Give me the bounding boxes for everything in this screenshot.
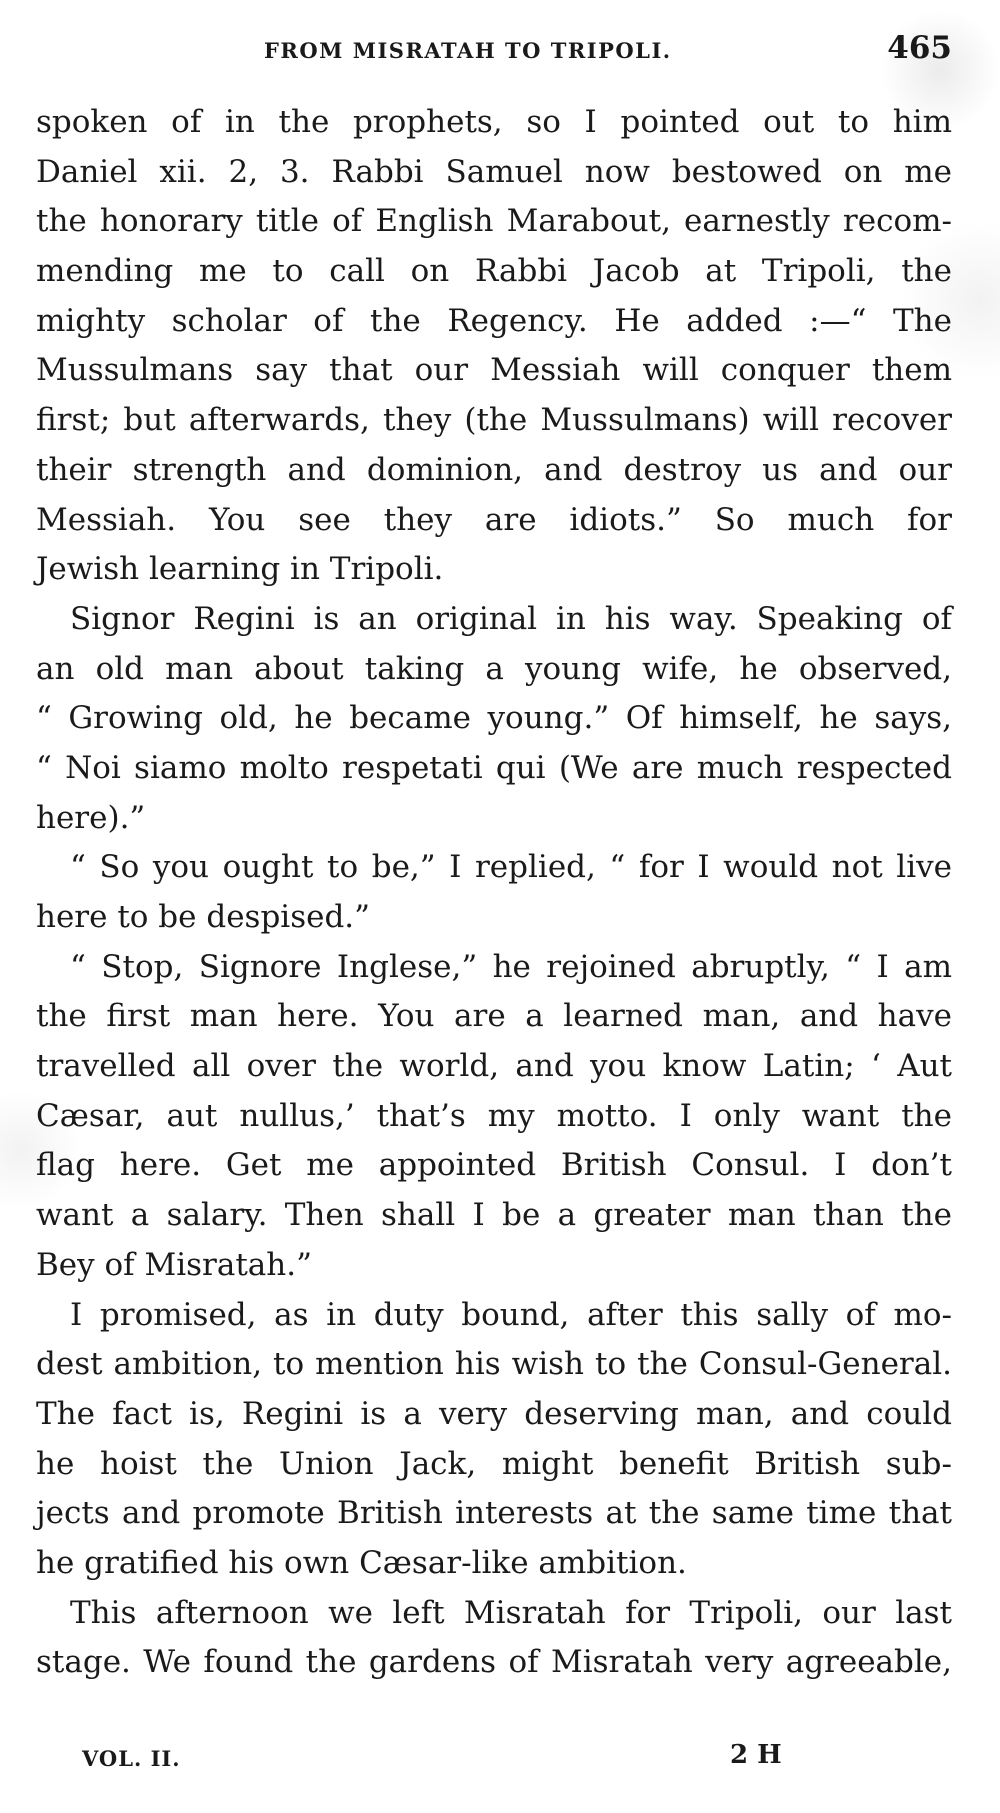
text-line: their strength and dominion, and destroy us and our [36,451,952,488]
text-line: the honorary title of English Marabout, earnestly recom- [36,203,952,240]
text-line: an old man about taking a young wife, he observed, [36,650,952,687]
text-line: jects and promote British interests at the same time that [36,1495,952,1532]
text-line: here).” [36,799,146,836]
running-title: FROM MISRATAH TO TRIPOLI. [264,38,672,63]
text-line: the first man here. You are a learned man, and have [36,998,952,1035]
text-line: want a salary. Then shall I be a greater man than the [36,1197,952,1234]
text-line: he hoist the Union Jack, might benefit British sub- [36,1445,952,1482]
signature-mark: 2 H [730,1740,782,1770]
text-line: spoken of in the prophets, so I pointed out to him [36,104,952,140]
text-line: mending me to call on Rabbi Jacob at Tripoli, the [36,253,952,290]
text-line: stage. We found the gardens of Misratah very agreeable, [36,1644,952,1681]
text-line: travelled all over the world, and you know Latin; ‘ Aut [36,1048,952,1085]
body-text [36,98,952,1688]
text-line: “ Growing old, he became young.” Of himself, he says, [36,700,952,737]
text-line: “ Noi siamo molto respetati qui (We are much respected [36,749,952,786]
text-line: Mussulmans say that our Messiah will conquer them [36,352,952,389]
text-line: here to be despised.” [36,899,371,935]
text-line: flag here. Get me appointed British Consul. I don’t [36,1147,952,1184]
text-line: The fact is, Regini is a very deserving man, and could [36,1395,952,1432]
text-line: he gratified his own Cæsar-like ambition. [36,1544,687,1581]
text-line: Daniel xii. 2, 3. Rabbi Samuel now bestowed on me [36,153,952,190]
page-footer [36,1740,952,1780]
text-line: Jewish learning in Tripoli. [36,551,444,588]
text-line: I promised, as in duty bound, after this sally of mo- [70,1296,952,1333]
page-number: 465 [887,30,952,66]
text-line: first; but afterwards, they (the Mussulmans) will recover [36,402,952,439]
text-line: Messiah. You see they are idiots.” So much for [36,501,952,538]
text-line: Cæsar, aut nullus,’ that’s my motto. I only want the [36,1097,952,1134]
text-line: This afternoon we left Misratah for Tripoli, our last [70,1594,952,1631]
text-line: “ So you ought to be,” I replied, “ for I would not live [70,849,952,886]
volume-label: VOL. II. [82,1746,181,1771]
text-line: dest ambition, to mention his wish to the Consul-General. [36,1346,952,1383]
text-line: Signor Regini is an original in his way. Speaking of [70,600,952,637]
text-line: mighty scholar of the Regency. He added :—“ The [36,302,952,339]
text-line: Bey of Misratah.” [36,1246,312,1283]
text-line: “ Stop, Signore Inglese,” he rejoined abruptly, “ I am [70,948,952,985]
running-head [36,30,952,70]
